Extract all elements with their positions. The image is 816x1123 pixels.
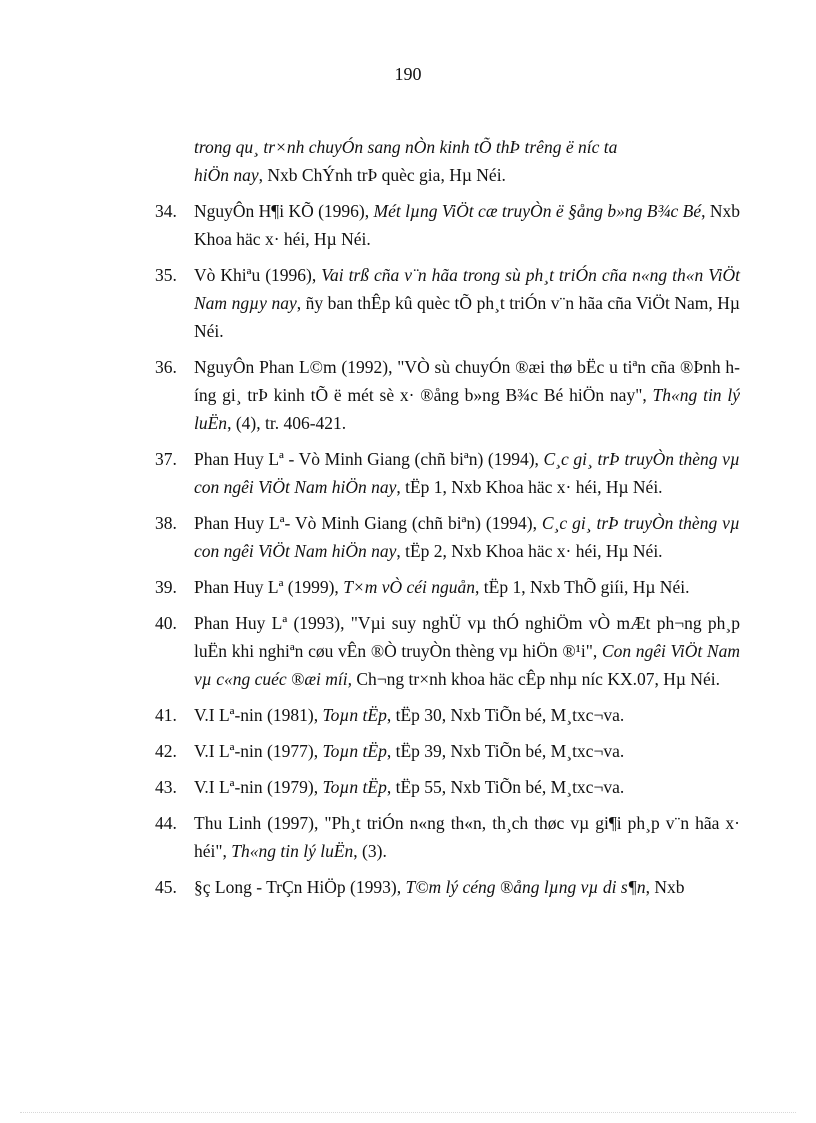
reference-item — [155, 261, 740, 345]
reference-number: 41. — [155, 705, 177, 725]
reference-title: Toµn tËp — [322, 705, 387, 725]
reference-text: §ç Long - TrÇn HiÖp (1993), — [194, 877, 406, 897]
reference-title: Con ngêi ViÖt Nam vµ c«ng cuéc ®æi míi, — [194, 641, 740, 689]
reference-number: 40. — [155, 613, 177, 633]
reference-text: NguyÔn Phan L©m (1992), "VÒ sù chuyÓn ®æi thø bËc u tiªn cña ®Þnh híng gi¸ trÞ kinh tÕ ë mét sè x· ®ång b»ng B¾c Bé hiÖn nay", — [194, 357, 740, 405]
reference-text: V.I Lª-nin (1979), — [194, 777, 323, 797]
reference-text: , (4), tr. 406-421. — [227, 413, 347, 433]
reference-title: trong qu¸ tr×nh chuyÓn sang nÒn kinh tÕ thÞ trêng ë níc ta — [194, 137, 618, 157]
reference-text: Phan Huy Lª - Vò Minh Giang (chñ biªn) (1994), — [194, 449, 544, 469]
reference-title: Toµn tËp — [322, 777, 387, 797]
reference-item — [155, 809, 740, 865]
reference-text: Phan Huy Lª (1993), "Vµi suy nghÜ vµ thÓ nghiÖm vÒ mÆt ph¬ng ph¸p luËn khi nghiªn cøu vÊn ®Ò truyÒn thèng vµ hiÖn ®¹i", — [194, 613, 740, 661]
reference-number: 35. — [155, 265, 177, 285]
reference-number: 45. — [155, 877, 177, 897]
reference-number: 39. — [155, 577, 177, 597]
reference-title: Vai trß cña v¨n hãa trong sù ph¸t triÓn cña n«ng th«n ViÖt Nam ngµy nay — [194, 265, 740, 313]
reference-title: C¸c gi¸ trÞ truyÒn thèng vµ con ngêi ViÖt Nam hiÖn nay — [194, 513, 740, 561]
reference-item — [155, 573, 740, 601]
reference-text: V.I Lª-nin (1977), — [194, 741, 323, 761]
reference-text: , tËp 55, Nxb TiÕn bé, M¸txc¬va. — [386, 777, 625, 797]
reference-item — [155, 509, 740, 565]
reference-continuation — [155, 133, 740, 189]
reference-text: , tËp 2, Nxb Khoa häc x· héi, Hµ Néi. — [396, 541, 663, 561]
reference-number: 42. — [155, 741, 177, 761]
reference-text: NguyÔn H¶i KÕ (1996), — [194, 201, 374, 221]
reference-text: , tËp 1, Nxb ThÕ giíi, Hµ Néi. — [475, 577, 690, 597]
reference-title: hiÖn nay — [194, 165, 259, 185]
reference-title: C¸c gi¸ trÞ truyÒn thèng vµ con ngêi ViÖt Nam hiÖn nay — [194, 449, 740, 497]
reference-title: T×m vÒ céi nguån — [343, 577, 476, 597]
reference-item — [155, 873, 740, 901]
reference-item — [155, 445, 740, 501]
reference-item — [155, 609, 740, 693]
reference-number: 44. — [155, 813, 177, 833]
reference-number: 43. — [155, 777, 177, 797]
reference-text: , Nxb ChÝnh trÞ quèc gia, Hµ Néi. — [258, 165, 506, 185]
reference-text: , ñy ban thÊp kû quèc tÕ ph¸t triÓn v¨n hãa cña ViÖt Nam, Hµ Néi. — [194, 293, 740, 341]
reference-text: , Nxb Khoa häc x· héi, Hµ Néi. — [194, 201, 741, 249]
reference-list — [155, 133, 740, 901]
reference-text: Thu Linh (1997), "Ph¸t triÓn n«ng th«n, th¸ch thøc vµ gi¶i ph¸p v¨n hãa x· héi", — [194, 813, 740, 861]
reference-text: , tËp 30, Nxb TiÕn bé, M¸txc¬va. — [386, 705, 625, 725]
reference-item — [155, 353, 740, 437]
reference-title: Th«ng tin lý luËn — [194, 385, 740, 433]
reference-title: T©m lý céng ®ång lµng vµ di s¶n — [405, 877, 646, 897]
reference-text: Vò Khiªu (1996), — [194, 265, 322, 285]
reference-title: Th«ng tin lý luËn — [231, 841, 354, 861]
reference-text: , tËp 39, Nxb TiÕn bé, M¸txc¬va. — [386, 741, 625, 761]
reference-item — [155, 701, 740, 729]
reference-number: 37. — [155, 449, 177, 469]
reference-title: Toµn tËp — [322, 741, 387, 761]
reference-text: Ch¬ng tr×nh khoa häc cÊp nhµ níc KX.07, Hµ Néi. — [352, 669, 720, 689]
reference-item — [155, 773, 740, 801]
reference-number: 34. — [155, 201, 177, 221]
reference-number: 38. — [155, 513, 177, 533]
reference-text: , (3). — [353, 841, 387, 861]
reference-number: 36. — [155, 357, 177, 377]
page-edge-divider — [20, 1112, 796, 1113]
page-number: 190 — [394, 64, 422, 84]
reference-text: , tËp 1, Nxb Khoa häc x· héi, Hµ Néi. — [396, 477, 663, 497]
reference-text: Phan Huy Lª- Vò Minh Giang (chñ biªn) (1994), — [194, 513, 542, 533]
reference-item — [155, 737, 740, 765]
reference-text: V.I Lª-nin (1981), — [194, 705, 323, 725]
reference-text: , Nxb — [645, 877, 685, 897]
reference-item — [155, 197, 740, 253]
reference-title: Mét lµng ViÖt cæ truyÒn ë §ång b»ng B¾c Bé — [373, 201, 702, 221]
reference-text: Phan Huy Lª (1999), — [194, 577, 344, 597]
